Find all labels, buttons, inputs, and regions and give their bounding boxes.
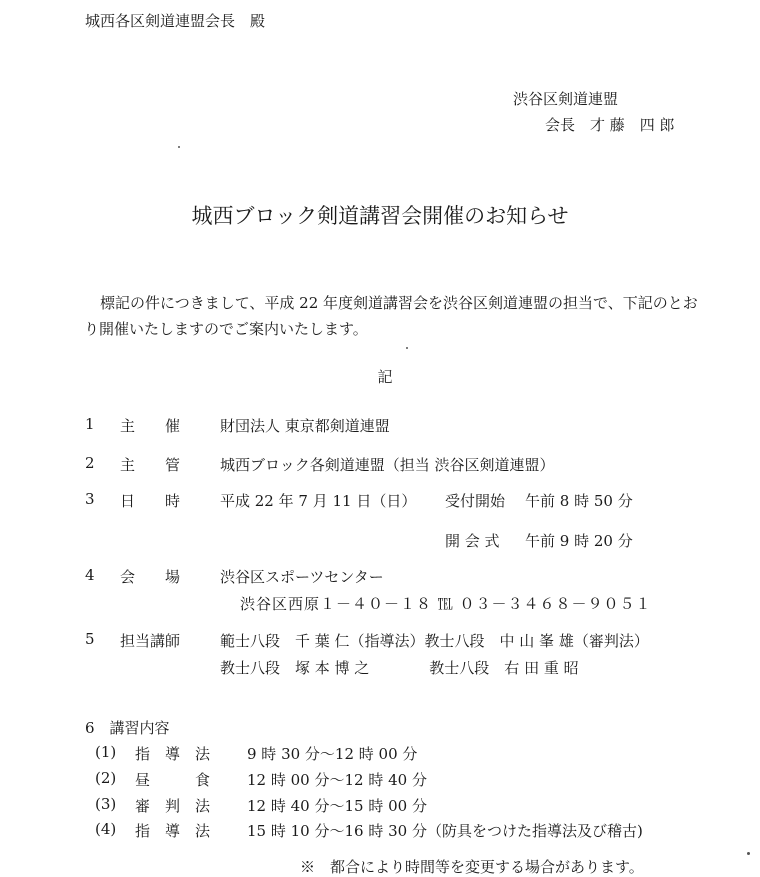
- item-3-label-b: 時: [165, 492, 181, 510]
- footnote: ※ 都合により時間等を変更する場合があります。: [300, 858, 644, 876]
- document-title: 城西ブロック剣道講習会開催のお知らせ: [191, 204, 569, 228]
- sub-number: (4): [95, 820, 117, 838]
- opening-time: 午前 9 時 20 分: [525, 532, 633, 550]
- sub-time: 12 時 40 分～15 時 00 分: [247, 797, 427, 815]
- sub-number: (3): [95, 795, 117, 813]
- opening-label: 開 会 式: [445, 532, 500, 550]
- item-4-number: 4: [85, 566, 95, 584]
- sub-label: 審 判 法: [135, 797, 211, 815]
- scan-speck: [747, 852, 750, 855]
- item-2-value: 城西ブロック各剣道連盟（担当 渋谷区剣道連盟）: [220, 456, 555, 474]
- item-1-label-a: 主: [120, 417, 136, 435]
- item-4-label-b: 場: [165, 568, 181, 586]
- item-2-number: 2: [85, 454, 95, 472]
- venue-name: 渋谷区スポーツセンター: [220, 568, 384, 586]
- scan-speck: [406, 347, 408, 349]
- item-3-date: 平成 22 年 7 月 11 日（日）: [220, 492, 417, 510]
- item-4-label-a: 会: [120, 568, 136, 586]
- sub-label: 指 導 法: [135, 822, 211, 840]
- item-5-label: 担当講師: [120, 632, 181, 650]
- sender-org: 渋谷区剣道連盟: [513, 90, 619, 108]
- section-6-heading: 6 講習内容: [85, 719, 170, 737]
- item-5-number: 5: [85, 630, 95, 648]
- item-2-label-a: 主: [120, 456, 136, 474]
- item-3-label-a: 日: [120, 492, 136, 510]
- sender-name: 会長 才 藤 四 郎: [545, 116, 675, 134]
- sub-time: 12 時 00 分～12 時 40 分: [247, 771, 427, 789]
- item-1-number: 1: [85, 415, 95, 433]
- sub-time: 15 時 10 分～16 時 30 分（防具をつけた指導法及び稽古): [247, 822, 643, 840]
- sub-label: 指 導 法: [135, 745, 211, 763]
- sub-number: (2): [95, 769, 117, 787]
- lecturer-line-1: 範士八段 千 葉 仁（指導法）教士八段 中 山 峯 雄（審判法）: [220, 632, 649, 650]
- body-paragraph: 標記の件につきまして、平成 22 年度剣道講習会を渋谷区剣道連盟の担当で、下記のとおり開催いたしますのでご案内いたします。: [84, 294, 698, 338]
- reception-label: 受付開始: [445, 492, 506, 510]
- venue-address-phone: 渋谷区西原１－４０－１８ ℡ ０３－３４６８－９０５１: [240, 595, 652, 613]
- sub-label: 昼 食: [135, 771, 211, 789]
- reception-time: 午前 8 時 50 分: [525, 492, 633, 510]
- ki-heading: 記: [377, 368, 393, 386]
- item-3-number: 3: [85, 490, 95, 508]
- item-1-value: 財団法人 東京都剣道連盟: [220, 417, 390, 435]
- lecturer-line-2: 教士八段 塚 本 博 之 教士八段 右 田 重 昭: [220, 659, 579, 677]
- item-2-label-b: 管: [165, 456, 181, 474]
- sub-time: 9 時 30 分～12 時 00 分: [247, 745, 418, 763]
- addressee: 城西各区剣道連盟会長 殿: [85, 12, 266, 30]
- scan-speck: [178, 146, 180, 148]
- sub-number: (1): [95, 743, 117, 761]
- item-1-label-b: 催: [165, 417, 181, 435]
